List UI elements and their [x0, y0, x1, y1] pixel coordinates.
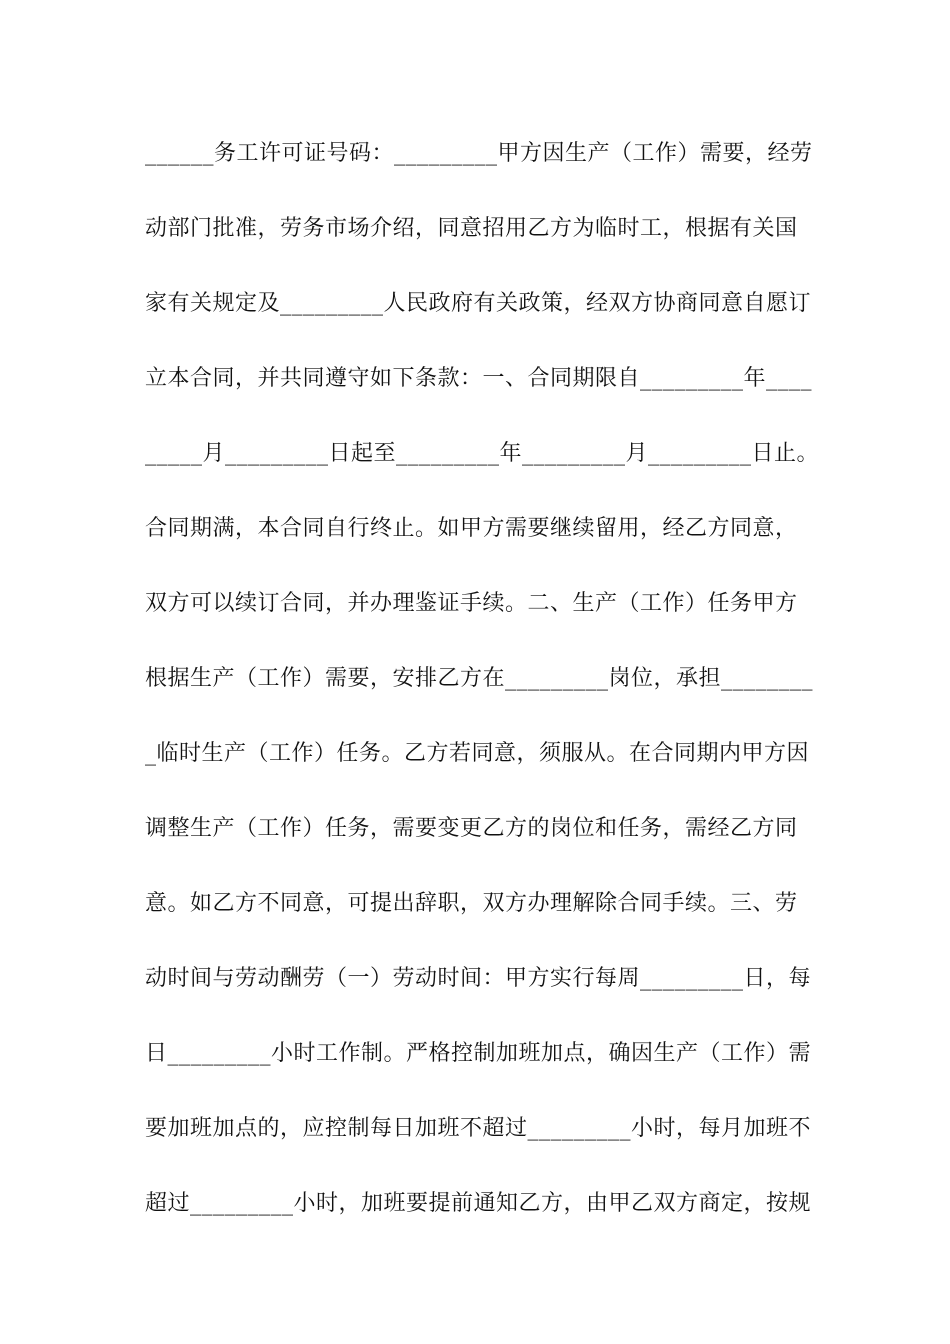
text-line-2: 动部门批准，劳务市场介绍，同意招用乙方为临时工，根据有关国 [145, 216, 798, 241]
text-line-9: _临时生产（工作）任务。乙方若同意，须服从。在合同期内甲方因 [145, 741, 810, 766]
text-line-6: 合同期满，本合同自行终止。如甲方需要继续留用，经乙方同意， [145, 516, 798, 541]
text-line-10: 调整生产（工作）任务，需要变更乙方的岗位和任务，需经乙方同 [145, 816, 798, 841]
text-line-7: 双方可以续订合同，并办理鉴证手续。二、生产（工作）任务甲方 [145, 591, 798, 616]
text-line-15: 超过_________小时，加班要提前通知乙方，由甲乙双方商定，按规 [145, 1191, 812, 1216]
text-line-1: ______务工许可证号码：_________甲方因生产（工作）需要，经劳 [145, 141, 813, 166]
text-line-3: 家有关规定及_________人民政府有关政策，经双方协商同意自愿订 [145, 291, 812, 316]
text-line-8: 根据生产（工作）需要，安排乙方在_________岗位，承担________ [145, 666, 814, 691]
contract-body-text [145, 132, 820, 1257]
text-line-5: _____月_________日起至_________年_________月_________日止。 [145, 441, 820, 466]
text-line-4: 立本合同，并共同遵守如下条款：一、合同期限自_________年____ [145, 366, 813, 391]
text-line-12: 动时间与劳动酬劳（一）劳动时间：甲方实行每周_________日，每 [145, 966, 812, 991]
text-line-13: 日_________小时工作制。严格控制加班加点，确因生产（工作）需 [145, 1041, 812, 1066]
text-line-14: 要加班加点的，应控制每日加班不超过_________小时，每月加班不 [145, 1116, 812, 1141]
text-line-11: 意。如乙方不同意，可提出辞职，双方办理解除合同手续。三、劳 [145, 891, 798, 916]
